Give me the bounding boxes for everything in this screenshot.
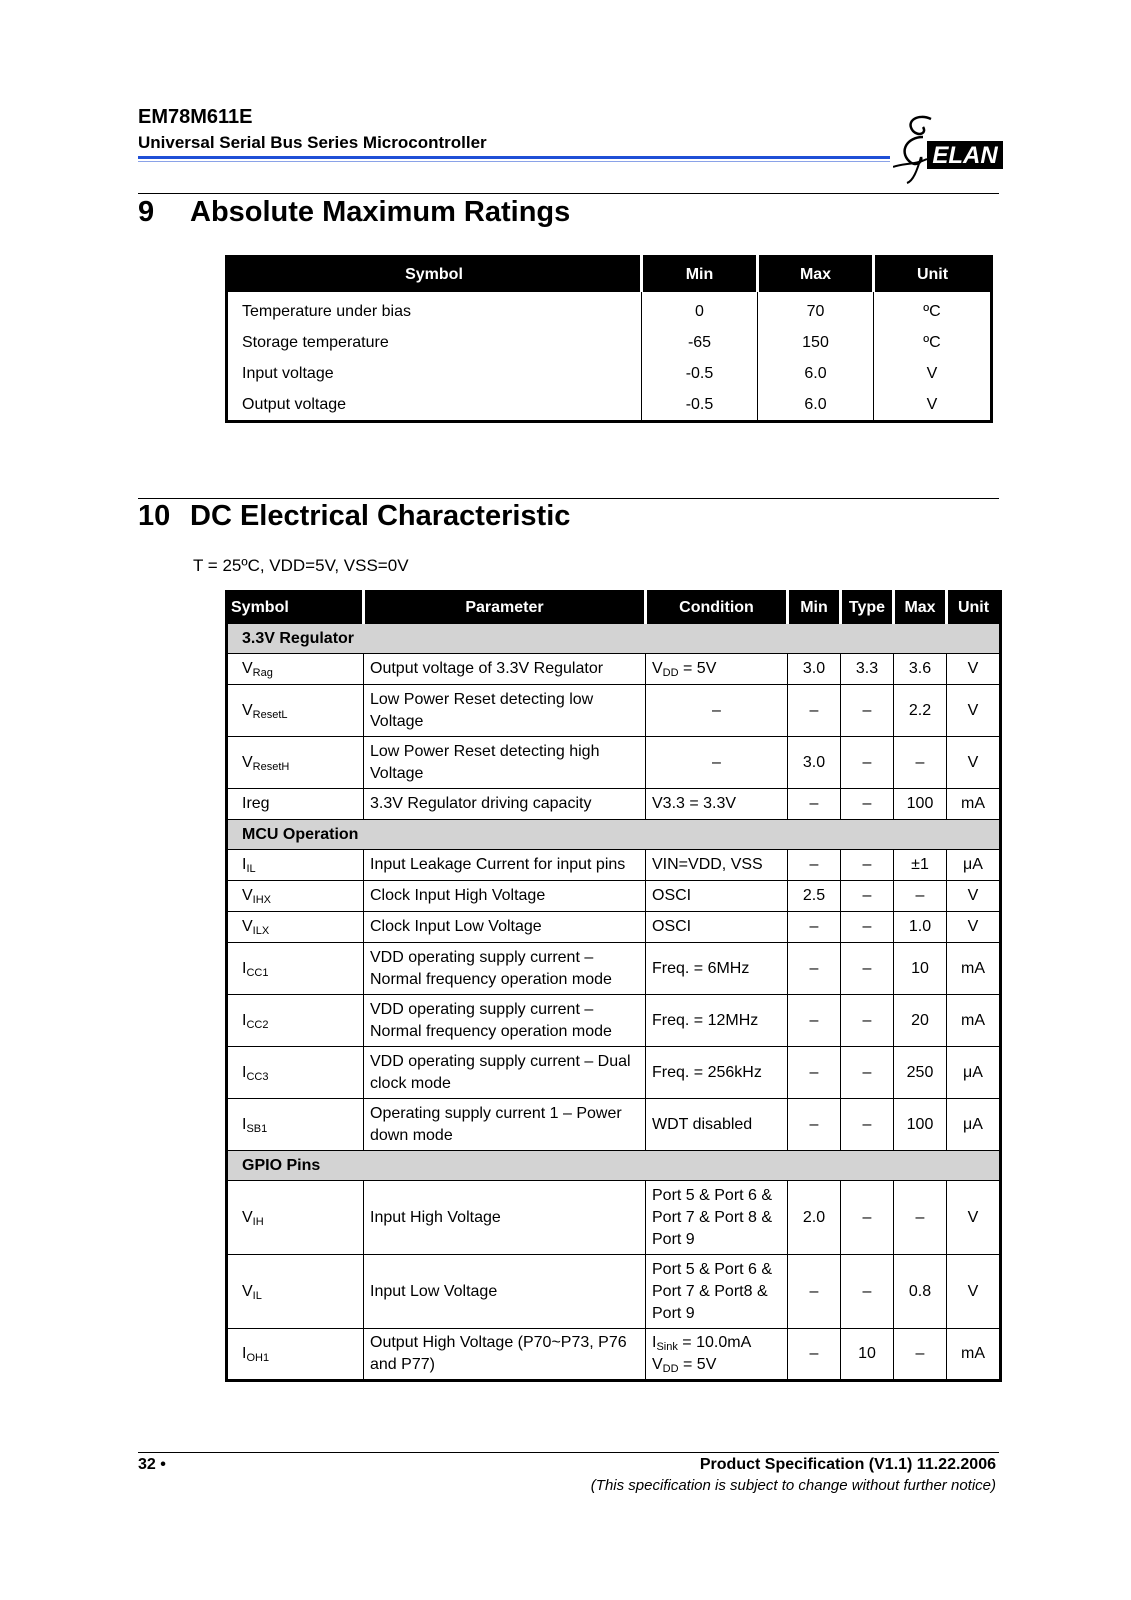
rating-value: ºC <box>874 292 992 327</box>
rating-value: 0 <box>642 292 758 327</box>
symbol-cell: $V_{ResetL}$ <box>227 685 364 737</box>
min-cell: 2.0 <box>788 1181 841 1255</box>
symbol-cell: $V_{ResetH}$ <box>227 737 364 789</box>
section10-heading <box>138 500 570 533</box>
unit-cell: mA <box>947 995 1001 1047</box>
typ-cell: – <box>841 995 894 1047</box>
parameter-cell: VDD operating supply current – Dual clock mode <box>364 1047 646 1099</box>
rating-value: ºC <box>874 327 992 358</box>
subscript: IHX <box>252 894 272 906</box>
table-row <box>227 737 1001 789</box>
max-cell: – <box>894 1329 947 1381</box>
rating-value: 150 <box>758 327 874 358</box>
condition-cell: VIN=VDD, VSS <box>646 850 788 881</box>
column-header: Unit <box>947 592 1001 624</box>
max-cell: 10 <box>894 943 947 995</box>
table-row <box>227 881 1001 912</box>
column-header: Max <box>758 257 874 293</box>
typ-cell: 10 <box>841 1329 894 1381</box>
symbol-cell: $V_{ILX}$ <box>227 912 364 943</box>
condition-cell: $V_{DD} = 5V$ <box>646 654 788 685</box>
min-cell: – <box>788 1099 841 1151</box>
table-row <box>227 1047 1001 1099</box>
parameter-cell: VDD operating supply current – Normal frequency operation mode <box>364 943 646 995</box>
condition-cell: – <box>646 737 788 789</box>
unit-cell: V <box>947 737 1001 789</box>
subscript: OH1 <box>246 1352 270 1364</box>
symbol-cell: $I_{SB1}$ <box>227 1099 364 1151</box>
max-cell: 3.6 <box>894 654 947 685</box>
typ-cell: – <box>841 1099 894 1151</box>
group-label: GPIO Pins <box>227 1151 1001 1181</box>
section9-number: 9 <box>138 196 155 228</box>
group-row <box>227 624 1001 654</box>
rating-name: Temperature under bias <box>242 302 411 320</box>
dc-characteristics-table <box>225 590 1002 1382</box>
subscript: DD <box>662 667 679 679</box>
rating-value: 70 <box>758 292 874 327</box>
max-cell: 2.2 <box>894 685 947 737</box>
elan-logo <box>893 111 1003 187</box>
max-cell: – <box>894 1181 947 1255</box>
typ-cell: – <box>841 881 894 912</box>
condition-cell: OSCI <box>646 912 788 943</box>
column-header: Symbol <box>227 592 364 624</box>
section9-title: Absolute Maximum Ratings <box>190 196 571 228</box>
rating-value: V <box>874 358 992 389</box>
min-cell: 3.0 <box>788 737 841 789</box>
max-cell: 20 <box>894 995 947 1047</box>
footer-spec: Product Specification (V1.1) 11.22.2006 <box>699 1456 996 1473</box>
unit-cell: μA <box>947 850 1001 881</box>
condition-cell: $I_{Sink} = 10.0mA$ $V_{DD} = 5V$ <box>646 1329 788 1381</box>
subscript: ResetH <box>252 760 290 773</box>
table-row <box>227 654 1001 685</box>
typ-cell: – <box>841 1255 894 1329</box>
table-row <box>227 1181 1001 1255</box>
min-cell: 2.5 <box>788 881 841 912</box>
min-cell: 3.0 <box>788 654 841 685</box>
typ-cell: – <box>841 1047 894 1099</box>
absolute-max-ratings-table <box>225 255 993 423</box>
section10-number: 10 <box>138 500 171 532</box>
page-number: 32 • <box>138 1456 166 1473</box>
logo-text: ELAN <box>932 142 998 169</box>
max-cell: 0.8 <box>894 1255 947 1329</box>
symbol-cell: $V_{IH}$ <box>227 1181 364 1255</box>
column-header: Min <box>788 592 841 624</box>
rating-value: 6.0 <box>758 358 874 389</box>
rating-value: -0.5 <box>642 358 758 389</box>
parameter-cell: Clock Input Low Voltage <box>364 912 646 943</box>
footer-note: (This specification is subject to change without further notice) <box>590 1477 996 1494</box>
table-row <box>227 1099 1001 1151</box>
table-row <box>227 327 992 358</box>
symbol-cell: $V_{Rag}$ <box>227 654 364 685</box>
column-header: Max <box>894 592 947 624</box>
max-cell: – <box>894 737 947 789</box>
min-cell: – <box>788 850 841 881</box>
subscript: IH <box>252 1215 264 1228</box>
subscript: CC2 <box>246 1018 269 1031</box>
min-cell: – <box>788 912 841 943</box>
rating-value: -65 <box>642 327 758 358</box>
section10-title: DC Electrical Characteristic <box>190 500 571 532</box>
header-rule-thin <box>138 161 890 162</box>
table-row <box>227 1329 1001 1381</box>
parameter-cell: Clock Input High Voltage <box>364 881 646 912</box>
condition-cell: Freq. = 256kHz <box>646 1047 788 1099</box>
condition-cell: Port 5 & Port 6 & Port 7 & Port8 & Port 9 <box>646 1255 788 1329</box>
rating-name: Storage temperature <box>242 333 389 351</box>
group-row <box>227 1151 1001 1181</box>
subscript: Sink <box>656 1341 678 1353</box>
unit-cell: mA <box>947 943 1001 995</box>
table-row <box>227 1255 1001 1329</box>
symbol-cell: $I_{CC2}$ <box>227 995 364 1047</box>
condition-cell: V3.3 = 3.3V <box>646 789 788 820</box>
unit-cell: V <box>947 1255 1001 1329</box>
subscript: SB1 <box>246 1122 268 1135</box>
column-header: Condition <box>646 592 788 624</box>
column-header: Parameter <box>364 592 646 624</box>
parameter-cell: Input Low Voltage <box>364 1255 646 1329</box>
parameter-cell: VDD operating supply current – Normal frequency operation mode <box>364 995 646 1047</box>
subscript: DD <box>662 1363 679 1375</box>
column-header: Symbol <box>227 257 642 293</box>
table-row <box>227 943 1001 995</box>
unit-cell: μA <box>947 1099 1001 1151</box>
group-row <box>227 820 1001 850</box>
unit-cell: V <box>947 685 1001 737</box>
unit-cell: μA <box>947 1047 1001 1099</box>
table-row <box>227 850 1001 881</box>
subscript: IL <box>246 863 256 875</box>
footer-rule <box>138 1452 999 1453</box>
rating-value: -0.5 <box>642 389 758 422</box>
symbol-cell: $V_{IL}$ <box>227 1255 364 1329</box>
parameter-cell: Input High Voltage <box>364 1181 646 1255</box>
max-cell: 1.0 <box>894 912 947 943</box>
max-cell: 250 <box>894 1047 947 1099</box>
unit-cell: V <box>947 654 1001 685</box>
min-cell: – <box>788 1047 841 1099</box>
table-row <box>227 789 1001 820</box>
min-cell: – <box>788 789 841 820</box>
parameter-cell: Low Power Reset detecting low Voltage <box>364 685 646 737</box>
section-rule <box>138 193 999 194</box>
symbol-cell: $I_{CC1}$ <box>227 943 364 995</box>
min-cell: – <box>788 1255 841 1329</box>
typ-cell: 3.3 <box>841 654 894 685</box>
subscript: ILX <box>252 925 270 937</box>
document-subtitle: Universal Serial Bus Series Microcontroller <box>138 133 487 152</box>
max-cell: – <box>894 881 947 912</box>
typ-cell: – <box>841 1181 894 1255</box>
unit-cell: mA <box>947 1329 1001 1381</box>
section9-heading <box>138 196 570 229</box>
condition-cell: WDT disabled <box>646 1099 788 1151</box>
unit-cell: V <box>947 1181 1001 1255</box>
subscript: CC1 <box>246 966 269 979</box>
subscript: ResetL <box>252 708 288 721</box>
condition-cell: Freq. = 6MHz <box>646 943 788 995</box>
parameter-cell: Output voltage of 3.3V Regulator <box>364 654 646 685</box>
subscript: Rag <box>252 667 273 679</box>
subscript: IL <box>252 1289 262 1302</box>
min-cell: – <box>788 685 841 737</box>
typ-cell: – <box>841 789 894 820</box>
parameter-cell: Operating supply current 1 – Power down mode <box>364 1099 646 1151</box>
table-row <box>227 685 1001 737</box>
group-label: MCU Operation <box>227 820 1001 850</box>
symbol-cell: $I_{CC3}$ <box>227 1047 364 1099</box>
parameter-cell: 3.3V Regulator driving capacity <box>364 789 646 820</box>
document-title: EM78M611E <box>138 106 253 128</box>
group-label: 3.3V Regulator <box>227 624 1001 654</box>
typ-cell: – <box>841 737 894 789</box>
column-header: Min <box>642 257 758 293</box>
min-cell: – <box>788 1329 841 1381</box>
rating-name: Input voltage <box>242 364 334 382</box>
parameter-cell: Low Power Reset detecting high Voltage <box>364 737 646 789</box>
table-row <box>227 389 992 422</box>
condition-cell: Freq. = 12MHz <box>646 995 788 1047</box>
rating-value: 6.0 <box>758 389 874 422</box>
symbol-cell: $I_{IL}$ <box>227 850 364 881</box>
column-header: Unit <box>874 257 992 293</box>
unit-cell: mA <box>947 789 1001 820</box>
test-conditions: T = 25ºC, VDD=5V, VSS=0V <box>193 556 409 575</box>
typ-cell: – <box>841 943 894 995</box>
unit-cell: V <box>947 881 1001 912</box>
subscript: CC3 <box>246 1070 269 1083</box>
max-cell: 100 <box>894 789 947 820</box>
typ-cell: – <box>841 912 894 943</box>
min-cell: – <box>788 995 841 1047</box>
table-row <box>227 358 992 389</box>
symbol-cell: $I_{OH1}$ <box>227 1329 364 1381</box>
column-header: Type <box>841 592 894 624</box>
max-cell: ±1 <box>894 850 947 881</box>
symbol-cell: $V_{IHX}$ <box>227 881 364 912</box>
condition-cell: – <box>646 685 788 737</box>
unit-cell: V <box>947 912 1001 943</box>
min-cell: – <box>788 943 841 995</box>
typ-cell: – <box>841 850 894 881</box>
symbol-cell: Ireg <box>227 789 364 820</box>
typ-cell: – <box>841 685 894 737</box>
rating-value: V <box>874 389 992 422</box>
table-row <box>227 912 1001 943</box>
section-rule <box>138 498 999 499</box>
max-cell: 100 <box>894 1099 947 1151</box>
header-rule <box>138 156 890 159</box>
parameter-cell: Input Leakage Current for input pins <box>364 850 646 881</box>
parameter-cell: Output High Voltage (P70~P73, P76 and P77) <box>364 1329 646 1381</box>
condition-cell: Port 5 & Port 6 & Port 7 & Port 8 & Port 9 <box>646 1181 788 1255</box>
condition-cell: OSCI <box>646 881 788 912</box>
table-row <box>227 292 992 327</box>
table-row <box>227 995 1001 1047</box>
rating-name: Output voltage <box>242 395 347 413</box>
